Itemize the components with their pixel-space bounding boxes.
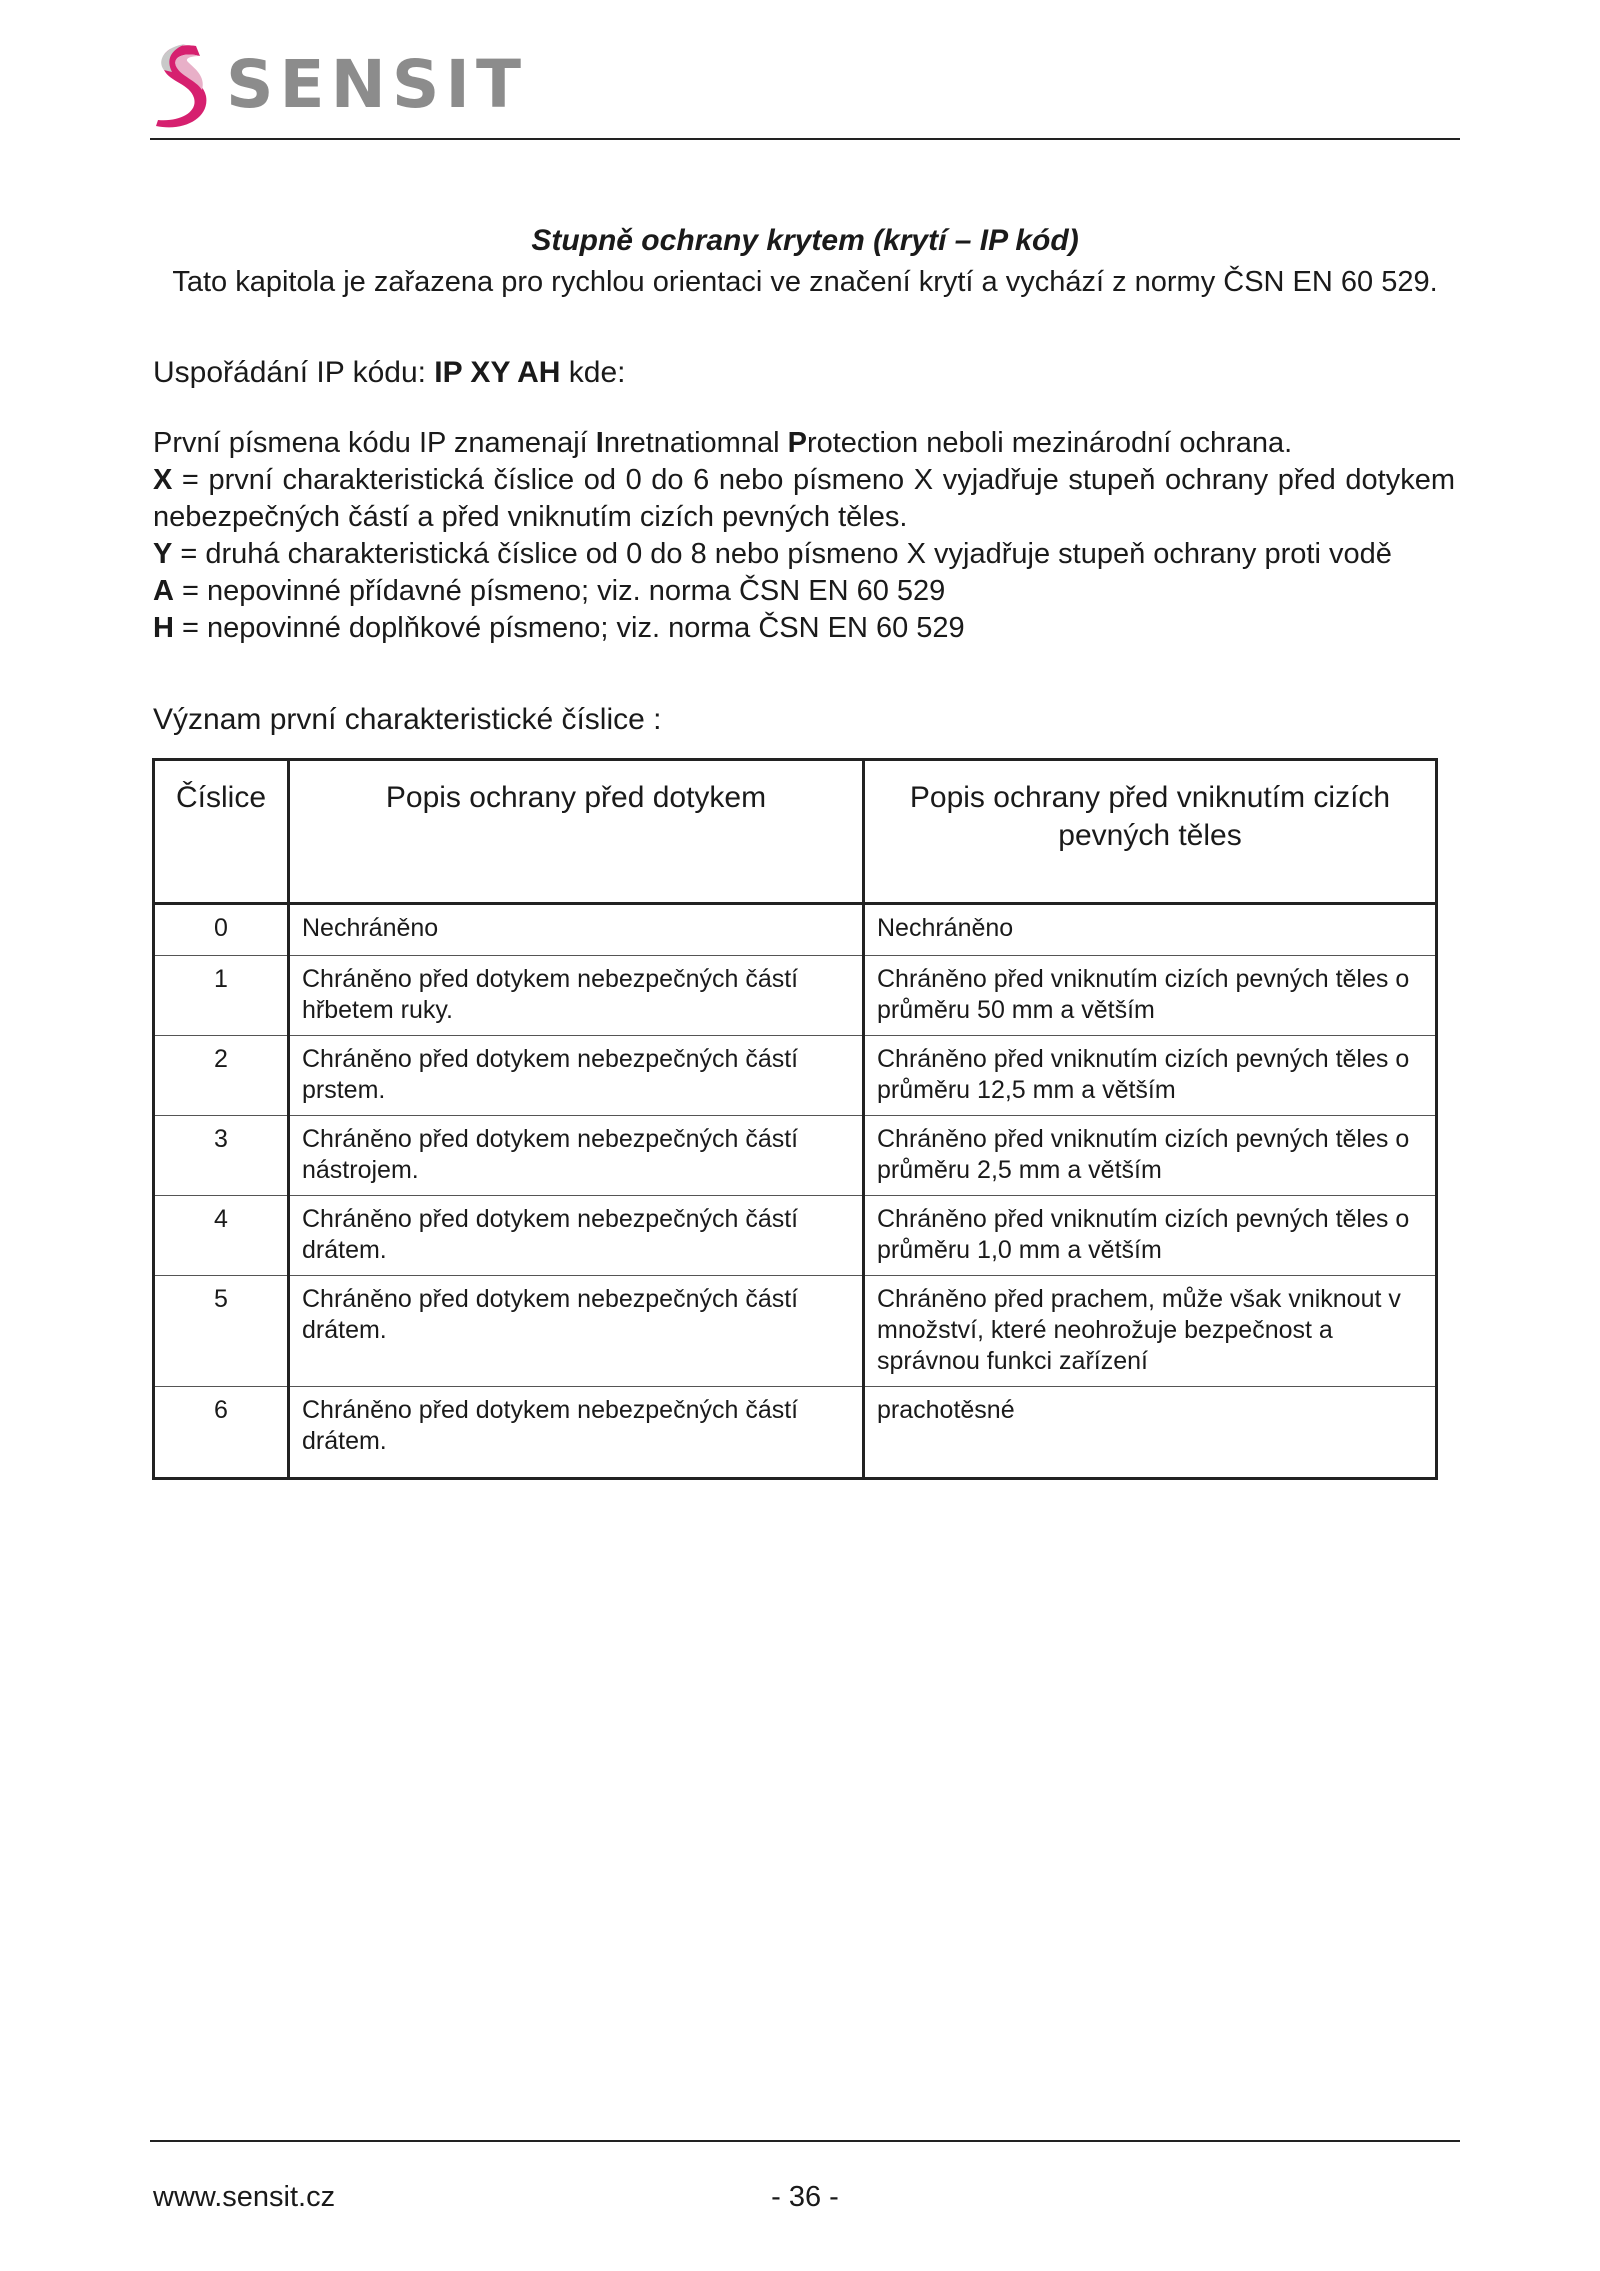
footer-divider	[150, 2140, 1460, 2142]
cell-solids: Nechráněno	[864, 904, 1437, 956]
cell-digit: 3	[154, 1116, 289, 1196]
cell-solids: prachotěsné	[864, 1387, 1437, 1479]
table-caption: Význam první charakteristické číslice :	[153, 703, 662, 736]
cell-digit: 6	[154, 1387, 289, 1479]
definition-h: H = nepovinné doplňkové písmeno; viz. norma ČSN EN 60 529	[153, 612, 965, 644]
column-header-solids: Popis ochrany před vniknutím cizích pevných těles	[864, 760, 1437, 904]
header-divider	[150, 138, 1460, 140]
table-row	[154, 1196, 1437, 1276]
definition-first-letters: První písmena kódu IP znamenají Inretnatiomnal Protection neboli mezinárodní ochrana.	[153, 427, 1293, 459]
cell-solids: Chráněno před vniknutím cizích pevných těles o průměru 1,0 mm a větším	[864, 1196, 1437, 1276]
cell-touch: Chráněno před dotykem nebezpečných částí drátem.	[289, 1387, 864, 1479]
footer-url: www.sensit.cz	[153, 2181, 336, 2213]
table-row	[154, 1116, 1437, 1196]
definition-y: Y = druhá charakteristická číslice od 0 do 8 nebo písmeno X vyjadřuje stupeň ochrany proti vodě	[153, 538, 1392, 570]
cell-digit: 0	[154, 904, 289, 956]
table-row	[154, 956, 1437, 1036]
cell-solids: Chráněno před prachem, může však vniknout v množství, které neohrožuje bezpečnost a správnou funkci zařízení	[864, 1276, 1437, 1387]
ip-layout-suffix: kde:	[560, 356, 626, 389]
sensit-s-logo-icon	[150, 40, 212, 130]
ip-layout-line	[153, 356, 626, 390]
cell-touch: Chráněno před dotykem nebezpečných částí nástrojem.	[289, 1116, 864, 1196]
table-row	[154, 904, 1437, 956]
logo-text: SENSIT	[226, 46, 527, 123]
cell-solids: Chráněno před vniknutím cizích pevných těles o průměru 50 mm a větším	[864, 956, 1437, 1036]
table-row	[154, 1276, 1437, 1387]
table-row	[154, 1036, 1437, 1116]
definitions	[153, 425, 1455, 647]
table-row	[154, 1387, 1437, 1479]
table-header-row	[154, 760, 1437, 904]
cell-digit: 2	[154, 1036, 289, 1116]
definition-a: A = nepovinné přídavné písmeno; viz. norma ČSN EN 60 529	[153, 575, 946, 607]
cell-digit: 5	[154, 1276, 289, 1387]
column-header-touch: Popis ochrany před dotykem	[289, 760, 864, 904]
ip-layout-prefix: Uspořádání IP kódu:	[153, 356, 435, 389]
page-title: Stupně ochrany krytem (krytí – IP kód)	[531, 224, 1079, 257]
cell-touch: Chráněno před dotykem nebezpečných částí prstem.	[289, 1036, 864, 1116]
cell-touch: Chráněno před dotykem nebezpečných částí hřbetem ruky.	[289, 956, 864, 1036]
cell-solids: Chráněno před vniknutím cizích pevných těles o průměru 2,5 mm a větším	[864, 1116, 1437, 1196]
ip-first-digit-table	[152, 758, 1438, 1480]
definition-x: X = první charakteristická číslice od 0 do 6 nebo písmeno X vyjadřuje stupeň ochrany před dotykem nebezpečných částí a před vniknutím cizích pevných těles.	[153, 464, 1455, 533]
cell-digit: 4	[154, 1196, 289, 1276]
brand-logo	[150, 40, 527, 130]
page-number: - 36 -	[771, 2181, 839, 2213]
cell-touch: Chráněno před dotykem nebezpečných částí drátem.	[289, 1276, 864, 1387]
cell-touch: Nechráněno	[289, 904, 864, 956]
cell-solids: Chráněno před vniknutím cizích pevných těles o průměru 12,5 mm a větším	[864, 1036, 1437, 1116]
cell-digit: 1	[154, 956, 289, 1036]
ip-layout-code: IP XY AH	[434, 356, 561, 389]
cell-touch: Chráněno před dotykem nebezpečných částí drátem.	[289, 1196, 864, 1276]
intro-paragraph: Tato kapitola je zařazena pro rychlou orientaci ve značení krytí a vychází z normy ČSN EN 60 529.	[172, 266, 1438, 298]
column-header-digit: Číslice	[154, 760, 289, 904]
